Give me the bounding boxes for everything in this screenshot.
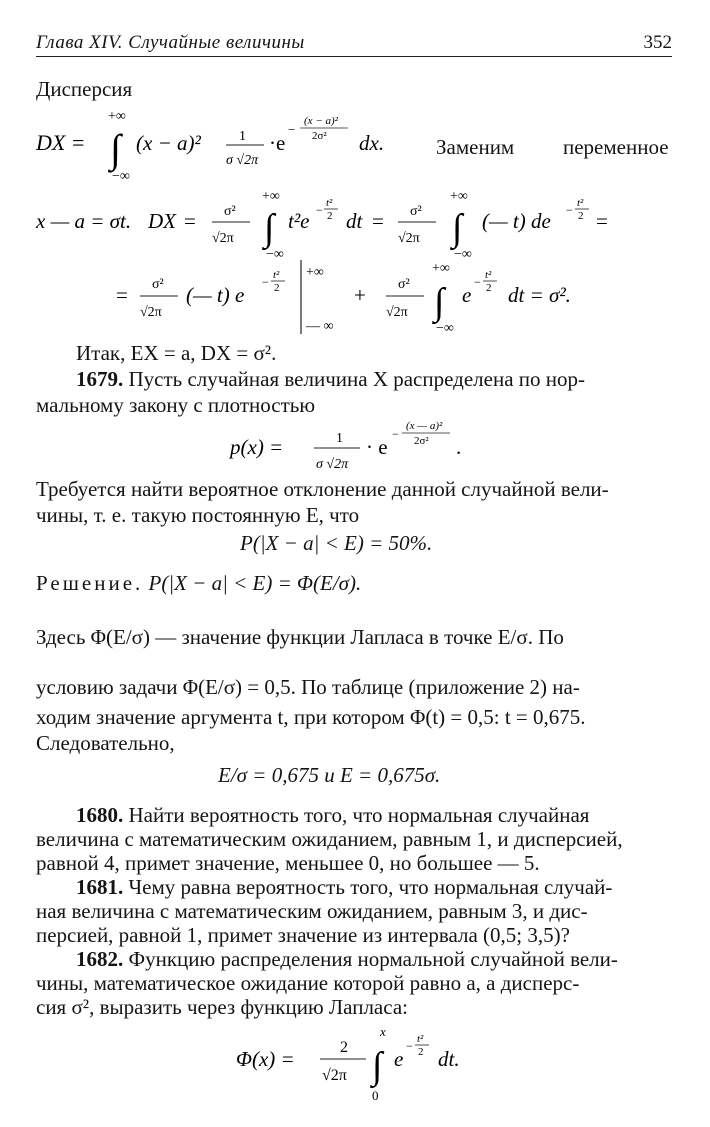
svg-text:−: − [474, 275, 481, 289]
svg-text:−∞: −∞ [436, 321, 454, 336]
svg-text:−: − [262, 275, 269, 289]
header-rule [36, 56, 672, 57]
svg-text:σ²: σ² [152, 277, 164, 292]
svg-text:∫: ∫ [264, 207, 275, 249]
svg-text:σ √2π: σ √2π [226, 153, 259, 168]
svg-text:−: − [406, 1039, 413, 1053]
svg-text:=: = [184, 209, 196, 233]
itak-line: Итак, EX = a, DX = σ². [76, 341, 277, 365]
svg-text:=: = [116, 283, 128, 307]
svg-text:(— t) de: (— t) de [482, 209, 551, 233]
substitution-formula [36, 186, 672, 266]
p1682-text1: Функцию распределения нормальной случайной вели- [128, 947, 618, 971]
svg-text:−∞: −∞ [266, 247, 284, 262]
svg-text:2σ²: 2σ² [312, 130, 327, 142]
svg-text:· e: · e [366, 435, 388, 459]
p1679-line1 [36, 366, 670, 392]
svg-text:2: 2 [486, 282, 492, 294]
svg-text:2: 2 [340, 1039, 348, 1056]
svg-text:.: . [456, 435, 462, 459]
svg-text:1: 1 [239, 129, 246, 144]
svg-text:x — a = σt.: x — a = σt. [36, 209, 132, 233]
p1679-number: 1679. [76, 367, 124, 391]
svg-text:2: 2 [578, 210, 584, 222]
svg-text:(x − a)²: (x − a)² [136, 131, 201, 155]
svg-text:— ∞: — ∞ [306, 319, 334, 334]
therefore-line: Следовательно, [36, 731, 175, 755]
condition-line: условию задачи Φ(E/σ) = 0,5. По таблице (приложение 2) на- [36, 675, 580, 699]
solution-equation: P(|X − a| < E) = Φ(E/σ). [148, 571, 362, 595]
replace-variable-text-2: переменное [563, 135, 669, 159]
replace-variable-text-1: Заменим [436, 135, 515, 159]
svg-text:(x — a)²: (x — a)² [406, 420, 443, 432]
svg-text:2: 2 [327, 210, 333, 222]
svg-text:+∞: +∞ [306, 265, 324, 280]
p1680-line1 [76, 802, 589, 828]
svg-text:√2π: √2π [386, 305, 408, 320]
here-laplace-line: Здесь Φ(E/σ) — значение функции Лапласа в точке E/σ. По [36, 625, 564, 649]
svg-text:·e: ·e [269, 131, 286, 155]
svg-text:−∞: −∞ [454, 247, 472, 262]
svg-text:−: − [316, 203, 323, 217]
dispersion-label: Дисперсия [36, 77, 133, 101]
svg-text:σ²: σ² [224, 204, 236, 219]
svg-text:t²: t² [577, 197, 584, 209]
svg-text:(— t) e: (— t) e [186, 283, 245, 307]
p1680-line3: равной 4, примет значение, меньшее 0, но большее — 5. [36, 851, 540, 875]
svg-text:0: 0 [372, 1088, 379, 1103]
svg-text:t²: t² [417, 1033, 424, 1045]
probability-equation: P(|X − a| < E) = 50%. [240, 531, 433, 555]
svg-text:Φ(x) =: Φ(x) = [236, 1047, 295, 1071]
svg-text:√2π: √2π [398, 231, 420, 246]
svg-text:DX: DX [36, 130, 66, 155]
p1682-line2: чины, математическое ожидание которой равно a, а дисперс- [36, 971, 580, 995]
p1680-number: 1680. [76, 803, 124, 827]
svg-text:t²: t² [485, 269, 492, 281]
p1681-line1 [76, 874, 612, 900]
integration-by-parts-formula [36, 256, 672, 340]
svg-text:dt.: dt. [438, 1047, 460, 1071]
p1681-line2: ная величина с математическим ожиданием, равным 3, и дис- [36, 899, 588, 923]
svg-text:√2π: √2π [212, 231, 234, 246]
argument-line: ходим значение аргумента t, при котором Φ(t) = 0,5: t = 0,675. [36, 705, 586, 729]
density-svg [230, 418, 530, 476]
svg-text:(x − a)²: (x − a)² [304, 115, 338, 127]
svg-text:σ²: σ² [410, 204, 422, 219]
svg-text:2σ²: 2σ² [414, 435, 429, 447]
svg-text:dx.: dx. [359, 131, 385, 155]
svg-text:dt = σ².: dt = σ². [508, 283, 571, 307]
svg-text:∫: ∫ [434, 281, 445, 323]
svg-text:√2π: √2π [322, 1067, 347, 1084]
svg-text:+∞: +∞ [108, 109, 126, 124]
svg-text:e: e [462, 283, 472, 307]
svg-text:=: = [72, 130, 85, 155]
svg-text:2: 2 [418, 1046, 424, 1058]
svg-text:√2π: √2π [140, 305, 162, 320]
result-equation: E/σ = 0,675 и E = 0,675σ. [218, 763, 441, 787]
svg-text:t²: t² [326, 197, 333, 209]
laplace-formula [236, 1020, 496, 1110]
solution-line [36, 570, 361, 596]
p1682-number: 1682. [76, 947, 124, 971]
integration-by-parts-svg [36, 256, 672, 340]
svg-text:∫: ∫ [110, 126, 121, 171]
svg-text:+∞: +∞ [262, 189, 280, 204]
p1680-line2: величина с математическим ожиданием, равным 1, и дисперсией, [36, 827, 623, 851]
chapter-title: Глава XIV. Случайные величины [36, 32, 305, 53]
laplace-svg [236, 1020, 496, 1110]
svg-text:p(x) =: p(x) = [230, 435, 284, 459]
svg-text:−: − [566, 203, 573, 217]
p1680-text1: Найти вероятность того, что нормальная случайная [128, 803, 590, 827]
svg-text:∫: ∫ [372, 1045, 383, 1087]
p1679-line4: чины, т. е. такую постоянную E, что [36, 503, 360, 527]
svg-text:−∞: −∞ [112, 169, 130, 184]
svg-text:e: e [394, 1047, 404, 1071]
substitution-svg [36, 186, 672, 266]
p1679-line2: мальному закону с плотностью [36, 393, 316, 417]
svg-text:DX: DX [148, 209, 176, 233]
svg-text:2: 2 [274, 282, 280, 294]
p1679-text1: Пусть случайная величина X распределена по нор- [128, 367, 585, 391]
svg-text:−: − [288, 122, 296, 137]
solution-label: Решение. [36, 571, 144, 595]
svg-text:σ √2π: σ √2π [316, 457, 349, 472]
running-header [36, 30, 672, 58]
p1679-line3: Требуется найти вероятное отклонение данной случайной вели- [36, 477, 609, 501]
svg-text:dt: dt [346, 209, 363, 233]
p1682-line3: сия σ², выразить через функцию Лапласа: [36, 995, 408, 1019]
svg-text:1: 1 [336, 431, 343, 446]
p1681-text1: Чему равна вероятность того, что нормальная случай- [128, 875, 613, 899]
p1682-line1 [76, 946, 618, 972]
p1681-line3: персией, равной 1, примет значение из интервала (0,5; 3,5)? [36, 923, 570, 947]
svg-text:t²e: t²e [288, 209, 310, 233]
svg-text:=: = [596, 209, 608, 233]
svg-text:x: x [380, 1024, 386, 1039]
svg-text:+∞: +∞ [450, 189, 468, 204]
svg-text:=: = [372, 209, 384, 233]
svg-text:+∞: +∞ [432, 261, 450, 276]
svg-text:∫: ∫ [452, 207, 463, 249]
p1681-number: 1681. [76, 875, 124, 899]
svg-text:+: + [354, 283, 366, 307]
svg-text:t²: t² [273, 269, 280, 281]
svg-text:σ²: σ² [398, 277, 410, 292]
svg-text:−: − [392, 427, 399, 441]
density-formula [230, 418, 530, 476]
page-number: 352 [643, 32, 672, 53]
